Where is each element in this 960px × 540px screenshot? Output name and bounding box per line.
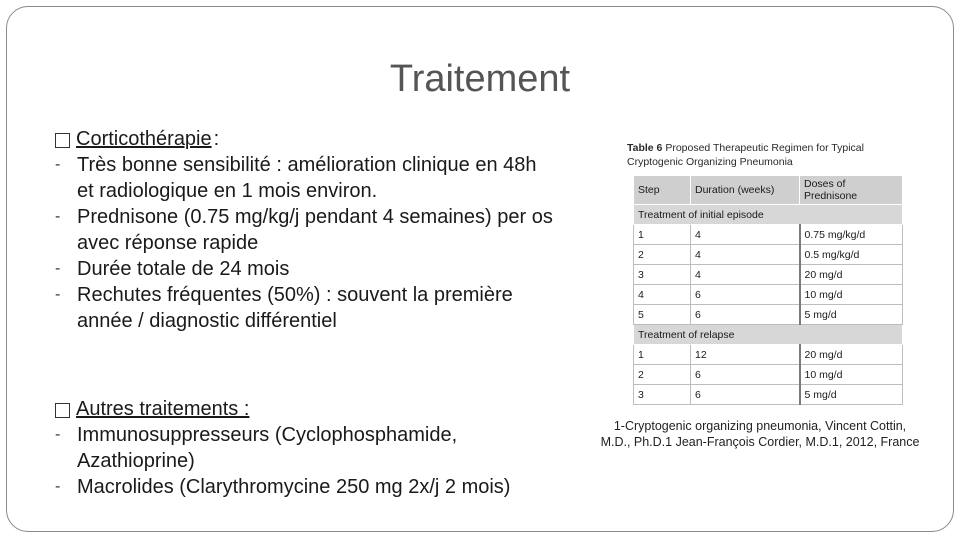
regimen-table — [633, 175, 903, 405]
table-cell: 12 — [691, 345, 800, 365]
table-cell: 1 — [634, 345, 691, 365]
dash-bullet-icon: - — [55, 426, 61, 443]
list-item — [55, 422, 555, 474]
table-cell: 1 — [634, 225, 691, 245]
list-item — [55, 152, 555, 204]
table-cell: 5 mg/d — [800, 385, 903, 405]
table-row — [634, 225, 903, 245]
heading-suffix: : — [213, 128, 220, 150]
table-row — [634, 305, 903, 325]
table-cell: 0.75 mg/kg/d — [800, 225, 903, 245]
list-item-text: Durée totale de 24 mois — [77, 258, 290, 280]
group-label: Treatment of initial episode — [634, 205, 903, 225]
column-header: Duration (weeks) — [691, 176, 800, 205]
table-cell: 0.5 mg/kg/d — [800, 245, 903, 265]
list-item — [55, 474, 555, 500]
table-cell: 4 — [691, 225, 800, 245]
table-caption — [627, 141, 905, 169]
list-item — [55, 256, 555, 282]
list-item — [55, 204, 555, 256]
list-item-text: Très bonne sensibilité : amélioration clinique en 48h et radiologique en 1 mois environ. — [77, 154, 537, 202]
table-row — [634, 285, 903, 305]
table-cell: 2 — [634, 365, 691, 385]
list-item-text: Immunosuppresseurs (Cyclophosphamide, Azathioprine) — [77, 424, 458, 472]
table-cell: 6 — [691, 285, 800, 305]
table-group-row — [634, 325, 903, 345]
dash-bullet-icon: - — [55, 208, 61, 225]
slide-title: Traitement — [389, 58, 571, 100]
section-corticotherapie — [55, 126, 555, 334]
column-header: Doses of Prednisone — [800, 176, 903, 205]
section-heading — [55, 396, 555, 422]
column-header: Step — [634, 176, 691, 205]
table-row — [634, 365, 903, 385]
heading-label: Corticothérapie — [76, 128, 212, 150]
bullet-list — [55, 422, 555, 500]
section-heading — [55, 126, 555, 152]
table-cell: 6 — [691, 305, 800, 325]
table-header-row — [634, 176, 903, 205]
table-row — [634, 345, 903, 365]
table-cell: 10 mg/d — [800, 365, 903, 385]
table-cell: 3 — [634, 265, 691, 285]
group-label: Treatment of relapse — [634, 325, 903, 345]
table-cell: 6 — [691, 365, 800, 385]
table-row — [634, 265, 903, 285]
table-cell: 4 — [634, 285, 691, 305]
table-cell: 6 — [691, 385, 800, 405]
table-caption-text: Proposed Therapeutic Regimen for Typical Cryptogenic Organizing Pneumonia — [627, 142, 864, 168]
dash-bullet-icon: - — [55, 156, 61, 173]
table-caption-label: Table 6 — [627, 142, 663, 154]
dash-bullet-icon: - — [55, 478, 61, 495]
table-cell: 2 — [634, 245, 691, 265]
table-cell: 3 — [634, 385, 691, 405]
checkbox-bullet-icon — [55, 403, 70, 418]
table-cell: 10 mg/d — [800, 285, 903, 305]
bullet-list — [55, 152, 555, 334]
table-row — [634, 245, 903, 265]
heading-label: Autres traitements : — [76, 398, 250, 420]
table-body — [634, 205, 903, 405]
table-group-row — [634, 205, 903, 225]
table-cell: 20 mg/d — [800, 345, 903, 365]
checkbox-bullet-icon — [55, 133, 70, 148]
table-cell: 5 — [634, 305, 691, 325]
list-item-text: Macrolides (Clarythromycine 250 mg 2x/j 2 mois) — [77, 476, 511, 498]
section-autres-traitements — [55, 396, 555, 500]
table-cell: 5 mg/d — [800, 305, 903, 325]
list-item-text: Rechutes fréquentes (50%) : souvent la première année / diagnostic différentiel — [77, 284, 513, 332]
list-item-text: Prednisone (0.75 mg/kg/j pendant 4 semaines) per os avec réponse rapide — [77, 206, 553, 254]
reference-caption: 1-Cryptogenic organizing pneumonia, Vincent Cottin, M.D., Ph.D.1 Jean-François Cordier, M.D.1, 2012, France — [600, 419, 920, 449]
table-row — [634, 385, 903, 405]
dash-bullet-icon: - — [55, 286, 61, 303]
table-cell: 20 mg/d — [800, 265, 903, 285]
table-figure — [627, 141, 905, 405]
dash-bullet-icon: - — [55, 260, 61, 277]
list-item — [55, 282, 555, 334]
table-cell: 4 — [691, 245, 800, 265]
table-cell: 4 — [691, 265, 800, 285]
